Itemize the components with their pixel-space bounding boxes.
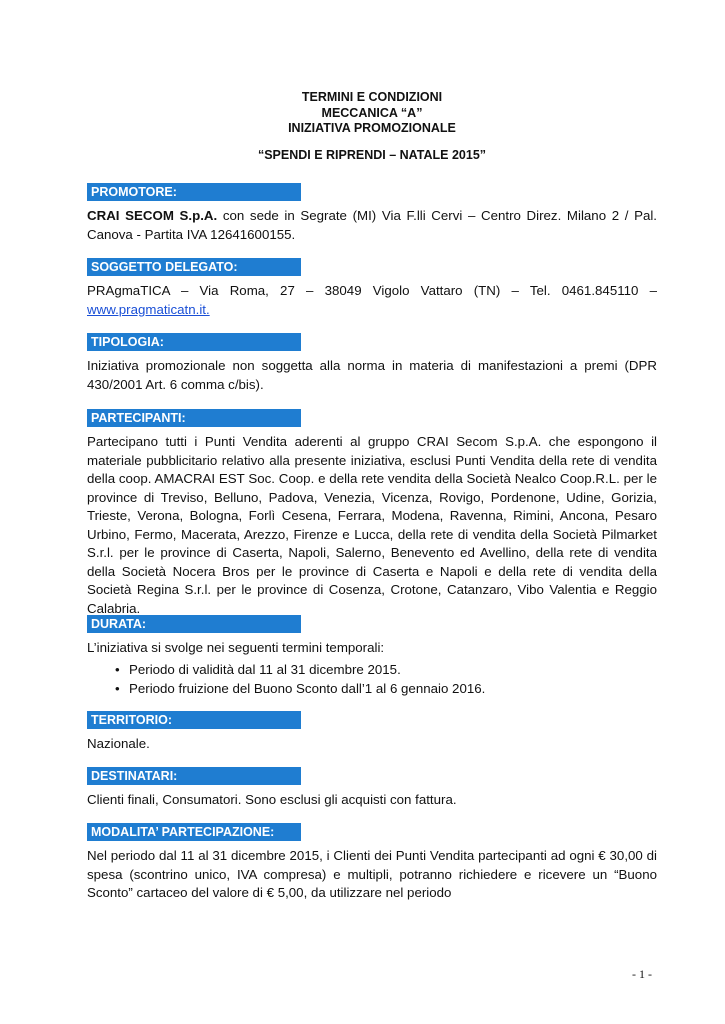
doc-title-line-3: INIZIATIVA PROMOZIONALE — [288, 121, 456, 135]
durata-item-1: Periodo di validità dal 11 al 31 dicembre 2015. — [129, 661, 401, 677]
modalita-text: Nel periodo dal 11 al 31 dicembre 2015, i Clienti dei Punti Vendita partecipanti ad ogni € 30,00 di spesa (scontrino unico, IVA compresa) e multipli, potranno richiedere e ricevere un “Buono Sconto” cartaceo del valore di € 5,00, da utilizzare nel periodo — [87, 848, 657, 900]
section-territorio — [87, 711, 657, 754]
heading-promotore: PROMOTORE: — [87, 183, 301, 201]
tipologia-text: Iniziativa promozionale non soggetta alla norma in materia di manifestazioni a premi (DPR 430/2001 Art. 6 comma c/bis). — [87, 358, 657, 392]
heading-modalita: MODALITA’ PARTECIPAZIONE: — [87, 823, 301, 841]
destinatari-text: Clienti finali, Consumatori. Sono esclusi gli acquisti con fattura. — [87, 792, 457, 807]
soggetto-details: PRAgmaTICA – Via Roma, 27 – 38049 Vigolo Vattaro (TN) – Tel. 0461.845110 – — [87, 283, 657, 298]
section-destinatari — [87, 767, 657, 810]
promotore-company: CRAI SECOM S.p.A. — [87, 208, 218, 223]
partecipanti-text: Partecipano tutti i Punti Vendita aderenti al gruppo CRAI Secom S.p.A. che espongono il materiale pubblicitario relativo alla presente iniziativa, esclusi Punti Vendita della rete di vendita della coop. AMACRAI EST Soc. Coop. e della rete vendita della Società Nealco Coop.R.L. per le province di Treviso, Belluno, Padova, Venezia, Vicenza, Rovigo, Pordenone, Udine, Gorizia, Trieste, Verona, Bologna, Forlì Cesena, Ferrara, Modena, Ravenna, Rimini, Ancona, Pesaro Urbino, Fermo, Macerata, Arezzo, Firenze e Lucca, della rete di vendita della Società Pilmarket S.r.l. per le province di Caserta, Napoli, Salerno, Benevento ed Avellino, della rete di vendita della Società Nocera Bros per le province di Caserta e Napoli e della rete di vendita della Società Regina S.r.l. per le province di Cosenza, Crotone, Catanzaro, Vibo Valentia e Reggio Calabria. — [87, 434, 657, 616]
heading-partecipanti: PARTECIPANTI: — [87, 409, 301, 427]
list-item — [87, 679, 657, 698]
soggetto-text — [87, 282, 657, 319]
heading-territorio: TERRITORIO: — [87, 711, 301, 729]
heading-tipologia: TIPOLOGIA: — [87, 333, 301, 351]
durata-item-2: Periodo fruizione del Buono Sconto dall’1 al 6 gennaio 2016. — [129, 680, 486, 696]
document-page — [87, 90, 657, 163]
territorio-text: Nazionale. — [87, 736, 150, 751]
doc-title-line-4: “SPENDI E RIPRENDI – NATALE 2015” — [257, 147, 487, 162]
page-number: - 1 - — [632, 967, 652, 981]
bullet-icon: • — [115, 680, 120, 696]
section-tipologia — [87, 333, 657, 394]
promotore-details: con sede in Segrate (MI) Via F.lli Cervi – Centro Direz. Milano 2 / Pal. Canova - Partita IVA 12641600155. — [87, 208, 657, 242]
heading-durata: DURATA: — [87, 615, 301, 633]
bullet-icon: • — [115, 661, 120, 677]
durata-list — [87, 660, 657, 698]
promotore-text — [87, 207, 657, 244]
heading-soggetto-delegato: SOGGETTO DELEGATO: — [87, 258, 301, 276]
durata-intro: L’iniziativa si svolge nei seguenti termini temporali: — [87, 640, 385, 655]
section-promotore — [87, 183, 657, 244]
section-modalita — [87, 823, 657, 903]
doc-title-line-1: TERMINI E CONDIZIONI — [301, 90, 443, 104]
section-durata — [87, 615, 657, 698]
section-soggetto-delegato — [87, 258, 657, 319]
doc-title-line-2: MECCANICA “A” — [321, 105, 423, 120]
website-link[interactable]: www.pragmaticatn.it. — [87, 301, 210, 317]
heading-destinatari: DESTINATARI: — [87, 767, 301, 785]
section-partecipanti — [87, 409, 657, 618]
list-item — [87, 660, 657, 679]
